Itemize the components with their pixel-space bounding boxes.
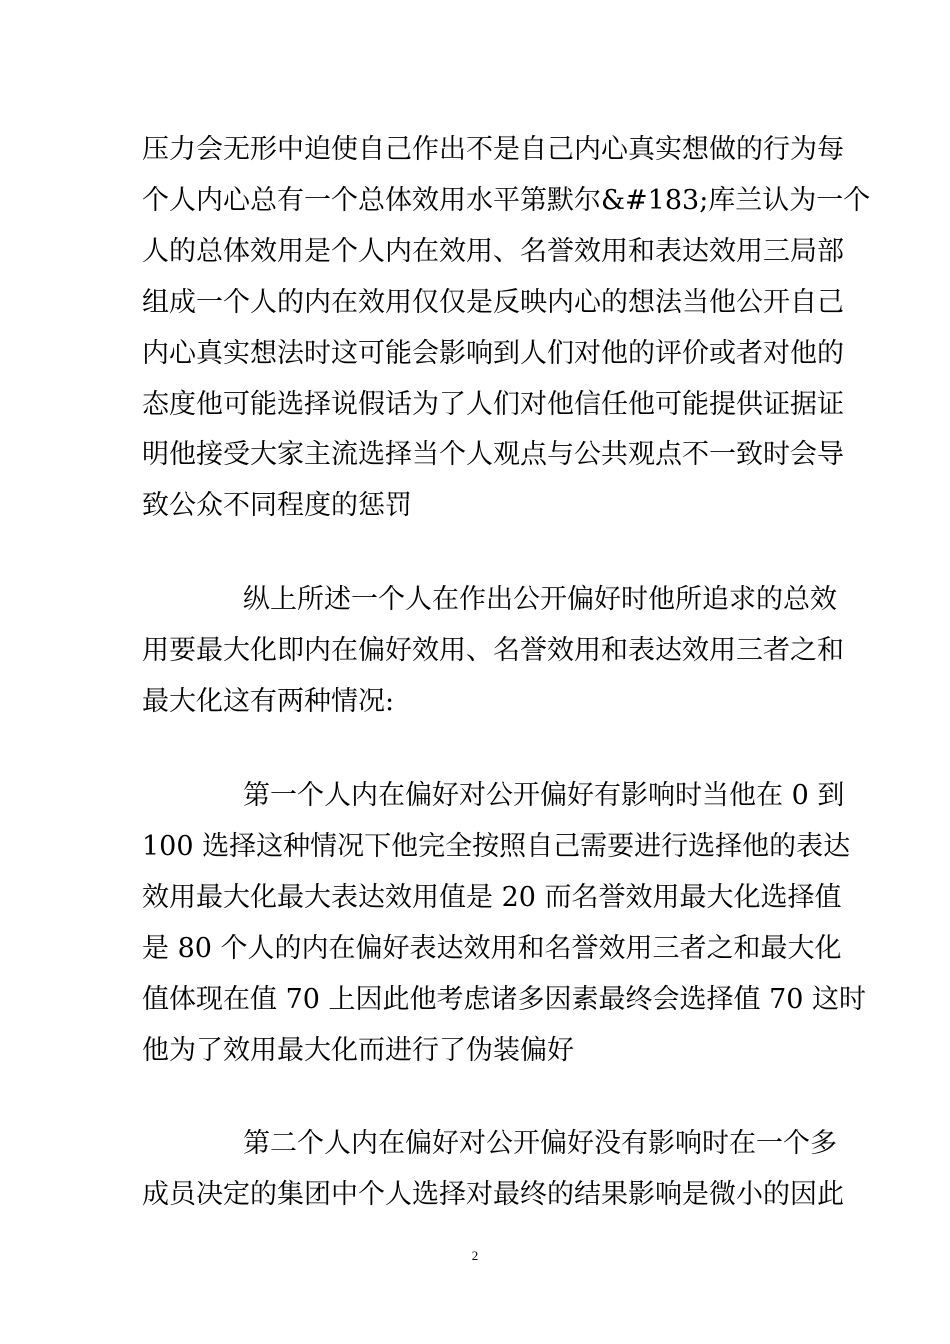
paragraph-1-line-8: 致公众不同程度的惩罚 (142, 490, 412, 521)
paragraph-3-line-1: 第一个人内在偏好对公开偏好有影响时当他在 0 到 (243, 780, 845, 811)
paragraph-3-line-6: 他为了效用最大化而进行了伪装偏好 (142, 1035, 574, 1066)
paragraph-4-line-1: 第二个人内在偏好对公开偏好没有影响时在一个多 (243, 1128, 837, 1159)
paragraph-1-line-7: 明他接受大家主流选择当个人观点与公共观点不一致时会导 (142, 439, 844, 470)
paragraph-1-line-6: 态度他可能选择说假话为了人们对他信任他可能提供证据证 (142, 389, 844, 420)
paragraph-2-line-1: 纵上所述一个人在作出公开偏好时他所追求的总效 (243, 584, 837, 615)
paragraph-1-line-4: 组成一个人的内在效用仅仅是反映内心的想法当他公开自己 (142, 287, 844, 318)
paragraph-2-line-2: 用要最大化即内在偏好效用、名誉效用和表达效用三者之和 (142, 635, 844, 666)
paragraph-1-line-5: 内心真实想法时这可能会影响到人们对他的评价或者对他的 (142, 338, 844, 369)
paragraph-2-line-3: 最大化这有两种情况: (142, 686, 395, 717)
paragraph-1-line-1: 压力会无形中迫使自己作出不是自己内心真实想做的行为每 (142, 134, 844, 165)
paragraph-1-line-2: 个人内心总有一个总体效用水平第默尔&#183;库兰认为一个 (142, 185, 871, 216)
paragraph-3-line-4: 是 80 个人的内在偏好表达效用和名誉效用三者之和最大化 (142, 933, 842, 964)
paragraph-4-line-2: 成员决定的集团中个人选择对最终的结果影响是微小的因此 (142, 1179, 844, 1210)
paragraph-3-line-5: 值体现在值 70 上因此他考虑诸多因素最终会选择值 70 这时 (142, 984, 867, 1015)
paragraph-3-line-3: 效用最大化最大表达效用值是 20 而名誉效用最大化选择值 (142, 882, 842, 913)
paragraph-1-line-3: 人的总体效用是个人内在效用、名誉效用和表达效用三局部 (142, 236, 844, 267)
page-number: 2 (471, 1248, 479, 1263)
paragraph-3-line-2: 100 选择这种情况下他完全按照自己需要进行选择他的表达 (142, 831, 851, 862)
